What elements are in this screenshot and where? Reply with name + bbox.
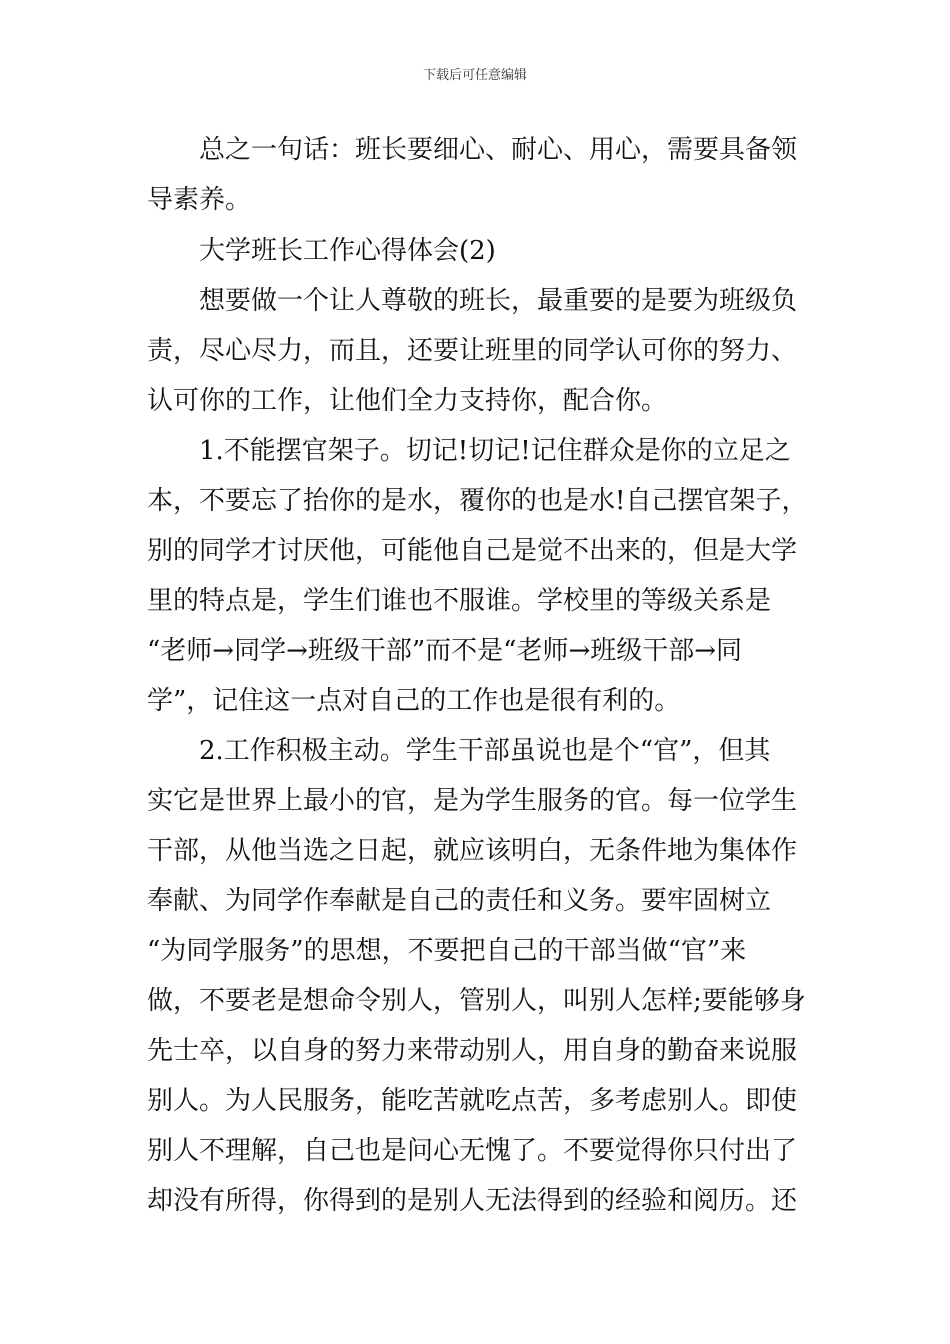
text-line: 里的特点是，学生们谁也不服谁。学校里的等级关系是: [147, 586, 772, 616]
text-line: 责，尽心尽力，而且，还要让班里的同学认可你的努力、: [147, 336, 798, 366]
text-line: “为同学服务”的思想，不要把自己的干部当做“官”来: [147, 936, 747, 966]
text-line: 先士卒，以自身的努力来带动别人，用自身的勤奋来说服: [147, 1036, 798, 1066]
text-line: “老师→同学→班级干部”而不是“老师→班级干部→同: [147, 636, 743, 666]
page-header: 下载后可任意编辑: [422, 68, 527, 83]
text-line: 别的同学才讨厌他，可能他自己是觉不出来的，但是大学: [147, 536, 798, 566]
text-line: 认可你的工作，让他们全力支持你，配合你。: [147, 386, 668, 416]
text-line: 导素养。: [147, 185, 252, 215]
text-line: 别人。为人民服务，能吃苦就吃点苦，多考虑别人。即使: [147, 1086, 798, 1116]
text-line: 学”，记住这一点对自己的工作也是很有利的。: [147, 686, 681, 716]
text-line: 实它是世界上最小的官，是为学生服务的官。每一位学生: [147, 786, 798, 816]
text-line: 却没有所得，你得到的是别人无法得到的经验和阅历。还: [147, 1186, 798, 1216]
section-title: 大学班长工作心得体会(2): [199, 236, 496, 266]
text-line: 做，不要老是想命令别人，管别人，叫别人怎样;要能够身: [147, 986, 806, 1016]
text-line: 1.不能摆官架子。切记!切记!记住群众是你的立足之: [199, 436, 791, 466]
text-line: 想要做一个让人尊敬的班长，最重要的是要为班级负: [199, 286, 798, 316]
text-line: 2.工作积极主动。学生干部虽说也是个“官”，但其: [199, 736, 771, 766]
text-line: 别人不理解，自己也是问心无愧了。不要觉得你只付出了: [147, 1136, 798, 1166]
text-line: 奉献、为同学作奉献是自己的责任和义务。要牢固树立: [147, 886, 772, 916]
text-line: 干部，从他当选之日起，就应该明白，无条件地为集体作: [147, 836, 798, 866]
text-line: 本，不要忘了抬你的是水，覆你的也是水!自己摆官架子，: [147, 486, 808, 516]
text-line: 总之一句话：班长要细心、耐心、用心，需要具备领: [199, 135, 798, 165]
